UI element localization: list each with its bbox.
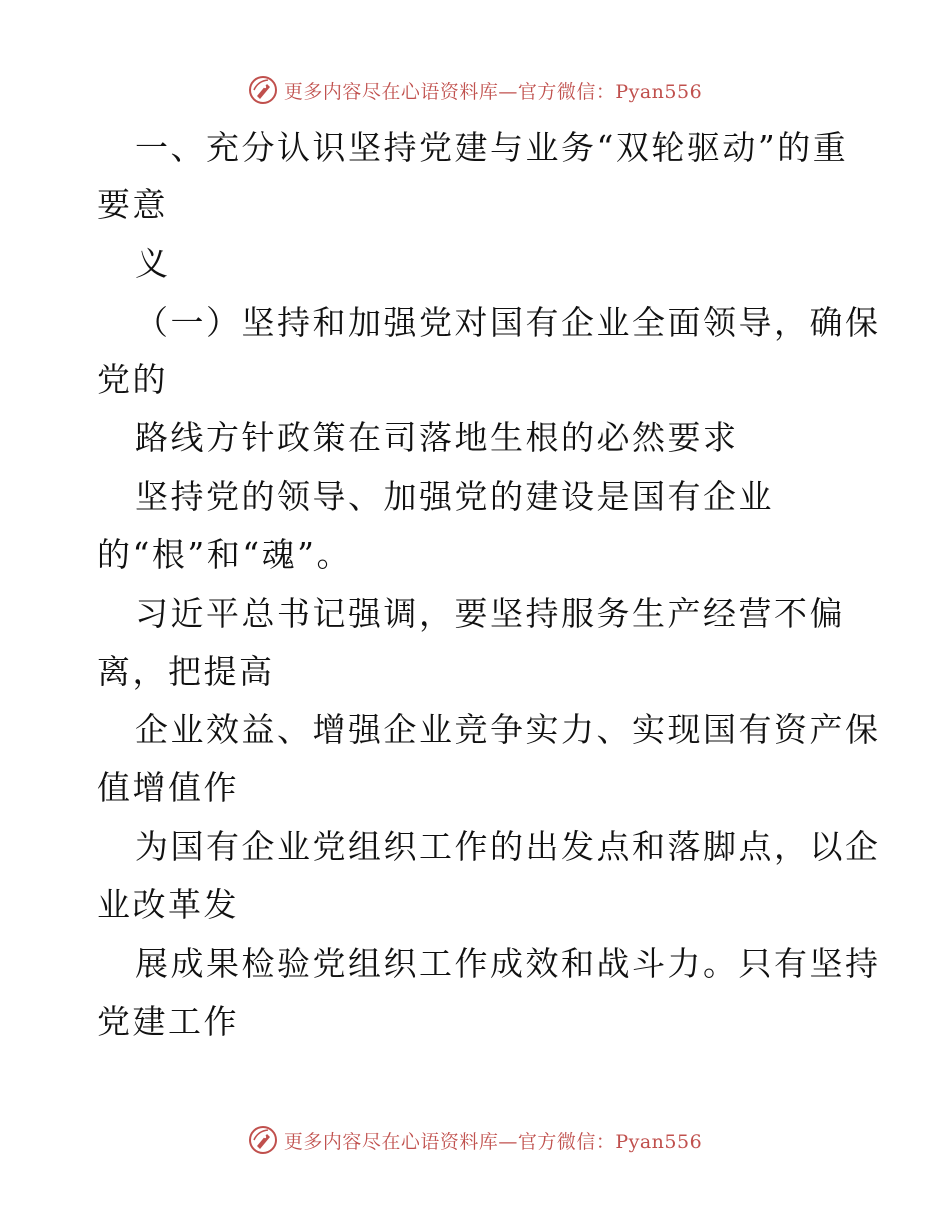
text-line: 习近平总书记强调，要坚持服务生产经营不偏 — [135, 594, 845, 633]
footer-watermark — [0, 1120, 950, 1160]
text-line: 义 — [135, 244, 171, 283]
pen-nib-logo-icon — [248, 1125, 278, 1155]
text-line: 一、充分认识坚持党建与业务“双轮驱动”的重 — [135, 128, 849, 167]
watermark-text: 更多内容尽在心语资料库—官方微信：Pyan556 — [283, 80, 703, 103]
text-line: 离，把提高 — [97, 652, 275, 691]
header-watermark — [0, 70, 950, 110]
text-line: 路线方针政策在司落地生根的必然要求 — [135, 418, 739, 457]
watermark-text: 更多内容尽在心语资料库—官方微信：Pyan556 — [283, 1130, 703, 1153]
text-line: 展成果检验党组织工作成效和战斗力。只有坚持 — [135, 944, 881, 983]
pen-nib-logo-icon — [248, 75, 278, 105]
text-line: 坚持党的领导、加强党的建设是国有企业 — [135, 477, 774, 516]
text-line: 党的 — [97, 360, 168, 399]
text-line: 要意 — [97, 185, 168, 224]
text-line: （一）坚持和加强党对国有企业全面领导，确保 — [135, 303, 881, 342]
text-line: 的“根”和“魂”。 — [97, 535, 352, 574]
text-line: 企业效益、增强企业竞争实力、实现国有资产保 — [135, 710, 881, 749]
text-line: 值增值作 — [97, 768, 239, 807]
text-line: 为国有企业党组织工作的出发点和落脚点，以企 — [135, 827, 881, 866]
text-line: 党建工作 — [97, 1002, 239, 1041]
text-line: 业改革发 — [97, 885, 239, 924]
